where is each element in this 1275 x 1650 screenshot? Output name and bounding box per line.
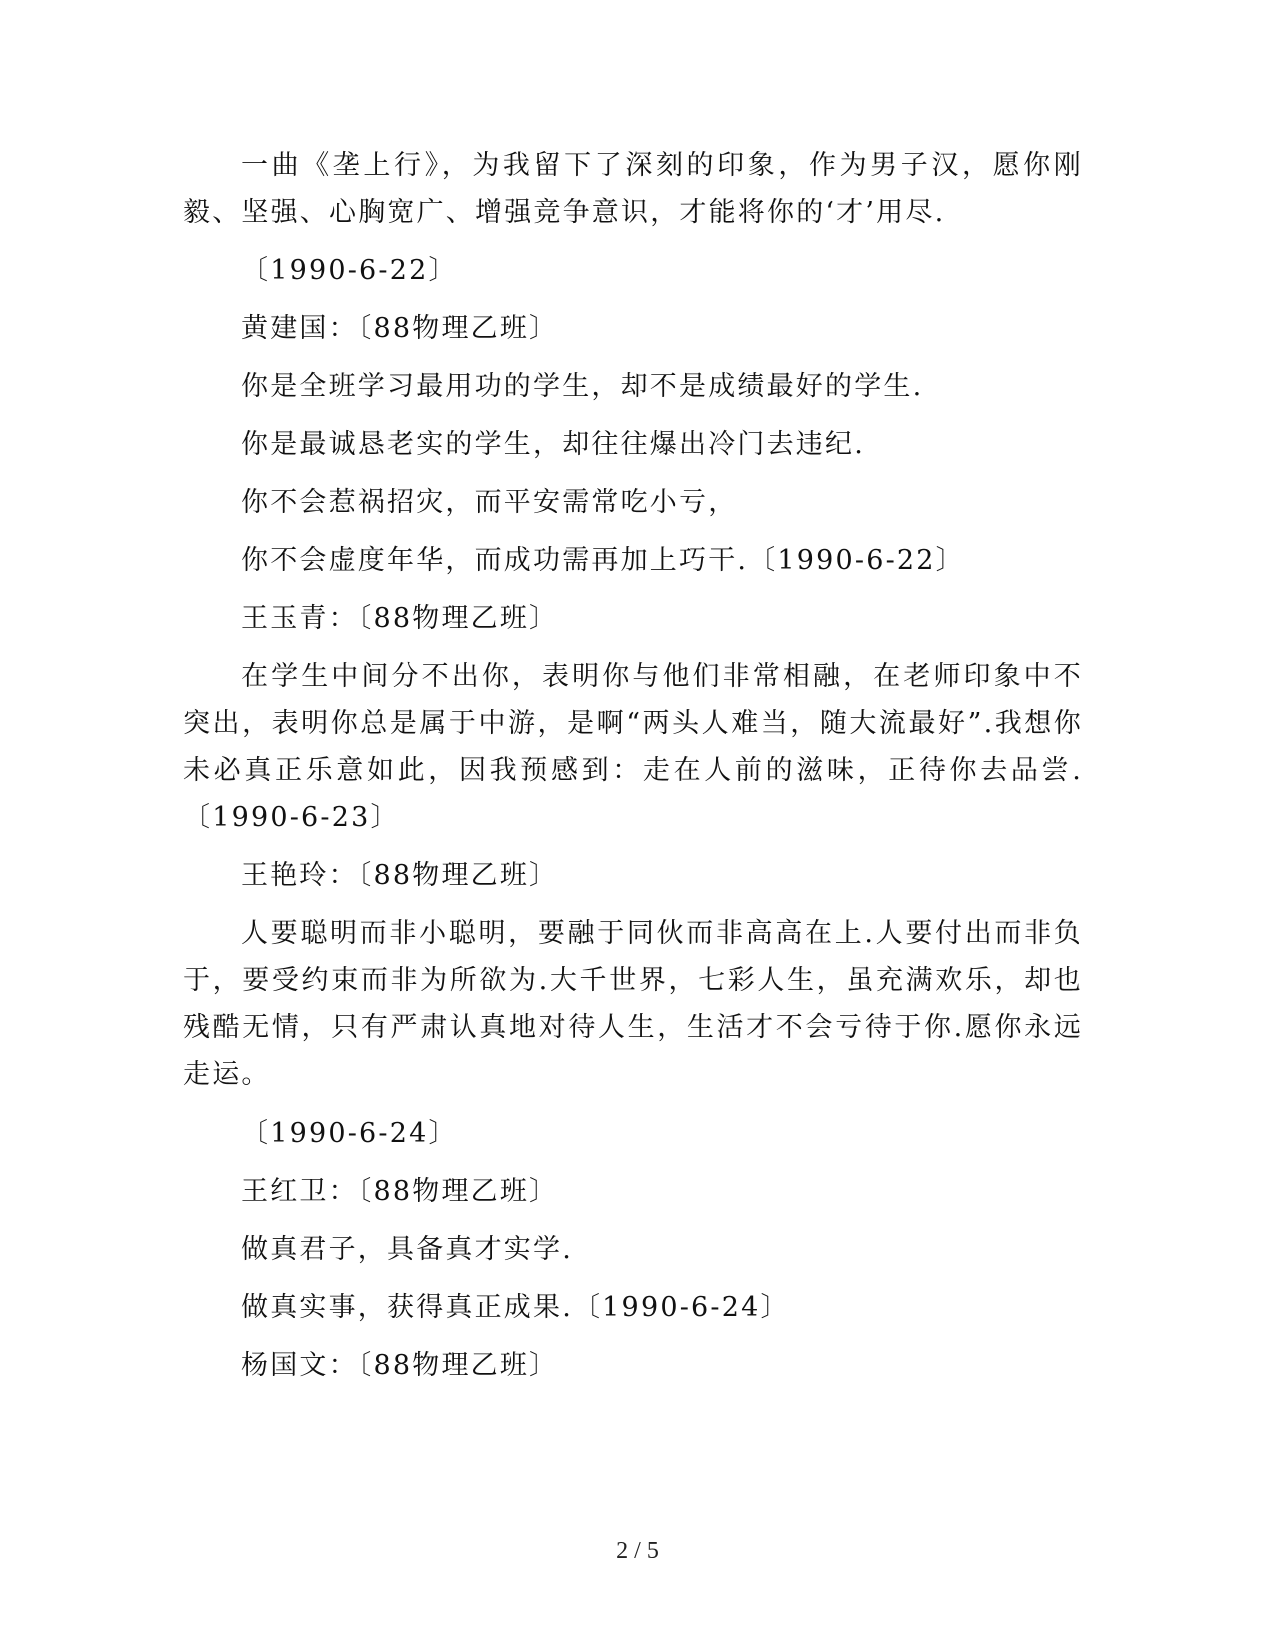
- student-heading: 王红卫：〔88物理乙班〕: [241, 1176, 559, 1207]
- date-line: 〔1990-6-24〕: [241, 1118, 458, 1149]
- page-number: 2 / 5: [616, 1538, 659, 1564]
- student-heading: 黄建国：〔88物理乙班〕: [241, 313, 559, 344]
- paragraph: 你不会惹祸招灾，而平安需常吃小亏，: [241, 487, 738, 518]
- student-heading: 王艳玲：〔88物理乙班〕: [241, 860, 559, 891]
- paragraph: 你是全班学习最用功的学生，却不是成绩最好的学生.: [241, 371, 924, 402]
- date-line: 〔1990-6-22〕: [241, 255, 458, 286]
- paragraph: 做真君子，具备真才实学.: [241, 1234, 573, 1265]
- paragraph: 人要聪明而非小聪明，要融于同伙而非高高在上.人要付出而非负于，要受约束而非为所欲为.大千世界，七彩人生，虽充满欢乐，却也残酷无情，只有严肃认真地对待人生，生活才不会亏待于你.愿你永远走运。: [183, 918, 1083, 1090]
- student-heading: 王玉青：〔88物理乙班〕: [241, 603, 559, 634]
- paragraph: 你是最诚恳老实的学生，却往往爆出冷门去违纪.: [241, 429, 865, 460]
- paragraph: 在学生中间分不出你，表明你与他们非常相融，在老师印象中不突出，表明你总是属于中游，是啊“两头人难当，随大流最好”.我想你未必真正乐意如此，因我预感到：走在人前的滋味，正待你去品尝.〔1990-6-23〕: [183, 661, 1083, 833]
- paragraph: 你不会虚度年华，而成功需再加上巧干.〔1990-6-22〕: [241, 545, 965, 576]
- student-heading: 杨国文：〔88物理乙班〕: [241, 1350, 559, 1381]
- paragraph: 一曲《垄上行》，为我留下了深刻的印象，作为男子汉，愿你刚毅、坚强、心胸宽广、增强竞争意识，才能将你的‘才’用尽.: [183, 150, 1083, 228]
- document-body: [183, 142, 1083, 1389]
- paragraph: 做真实事，获得真正成果.〔1990-6-24〕: [241, 1292, 790, 1323]
